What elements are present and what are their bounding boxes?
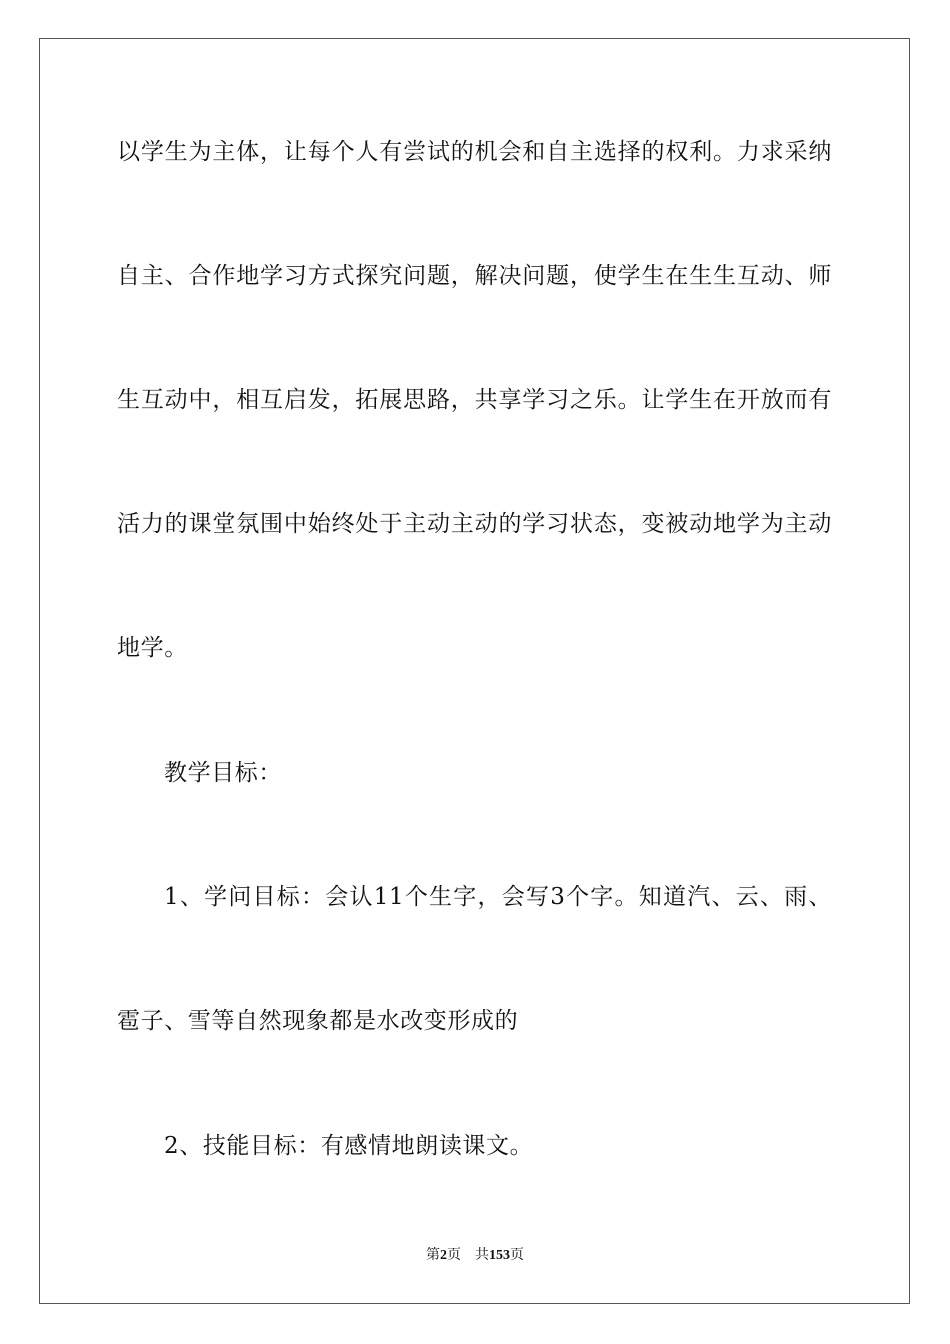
footer-total-prefix: 共 [475,1247,489,1263]
section-heading-teaching-goals: 教学目标： [164,760,282,786]
paragraph-line-1: 以学生为主体，让每个人有尝试的机会和自主选择的权利。力求采纳 [117,139,832,165]
paragraph-line-2: 自主、合作地学习方式探究问题，解决问题，使学生在生生互动、师 [117,263,832,289]
page-border [39,38,910,1304]
footer-page-prefix: 第 [426,1247,440,1263]
footer-page-number: 2 [440,1248,447,1263]
page-footer [0,1246,950,1265]
footer-page-suffix: 页 [447,1247,461,1263]
paragraph-line-5: 地学。 [117,635,188,661]
paragraph-line-3: 生互动中，相互启发，拓展思路，共享学习之乐。让学生在开放而有 [117,387,832,413]
goal-1-line-1: 1、学问目标：会认11个生字，会写3个字。知道汽、云、雨、 [164,884,832,910]
footer-total-suffix: 页 [510,1247,524,1263]
goal-2-line: 2、技能目标：有感情地朗读课文。 [164,1133,534,1159]
paragraph-line-4: 活力的课堂氛围中始终处于主动主动的学习状态，变被动地学为主动 [117,511,832,537]
footer-total-pages: 153 [489,1248,510,1263]
goal-1-line-2: 雹子、雪等自然现象都是水改变形成的 [117,1008,519,1034]
